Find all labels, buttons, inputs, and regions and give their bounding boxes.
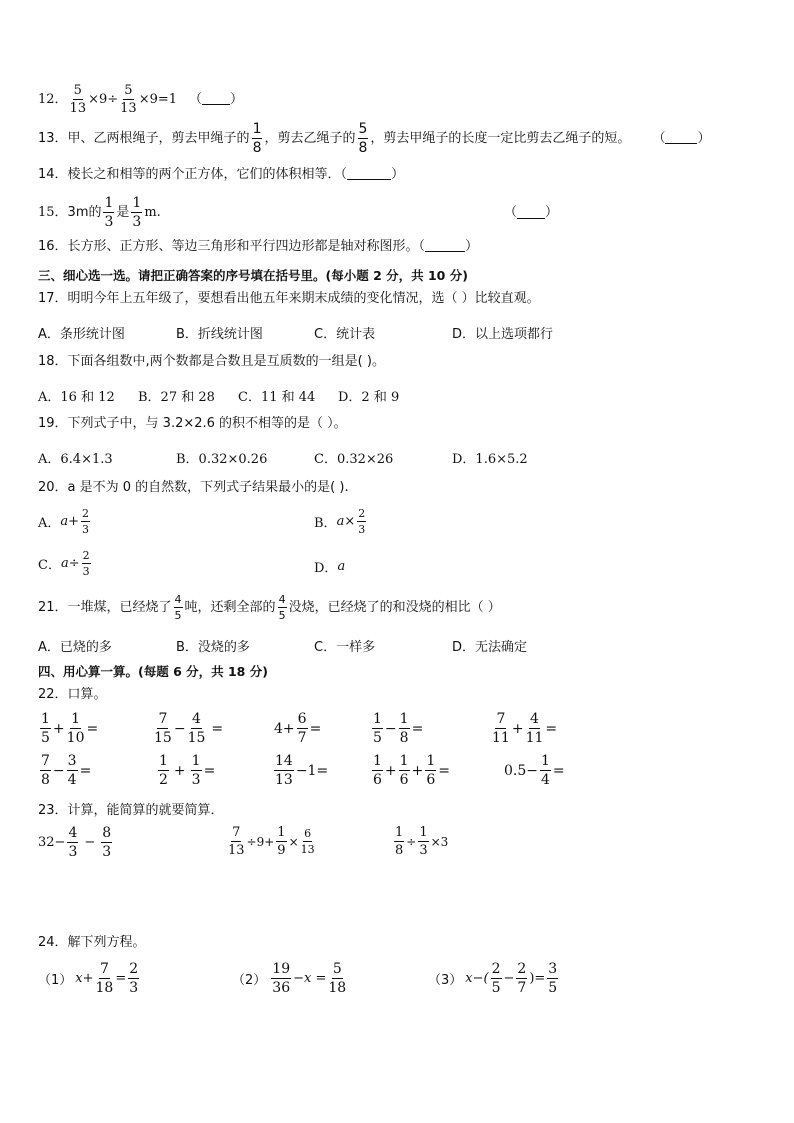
- fraction: [547, 962, 558, 995]
- denominator: 8: [41, 772, 50, 788]
- equation: [428, 962, 560, 995]
- numerator: 2: [358, 507, 366, 520]
- question-22-title: 22．口算。: [38, 687, 107, 702]
- option-d[interactable]: D．2 和 9: [338, 390, 400, 405]
- fraction: [418, 826, 428, 857]
- question-number: 13．: [38, 131, 68, 146]
- numerator: 7: [232, 825, 241, 840]
- denominator: 13: [300, 843, 315, 856]
- fraction: [191, 754, 202, 787]
- fraction: [516, 962, 527, 995]
- expression-text: a: [337, 559, 346, 574]
- denominator: 9: [277, 843, 286, 858]
- numerator: 1: [71, 711, 81, 727]
- fraction: [154, 712, 172, 745]
- fraction: [540, 754, 551, 787]
- oral-calc-expression: [504, 754, 565, 787]
- numerator: 2: [82, 507, 90, 520]
- question-number: 12．: [38, 92, 68, 107]
- option-a[interactable]: A．16 和 12: [38, 390, 115, 405]
- oral-calc-expression: [156, 754, 215, 787]
- fraction: [228, 826, 245, 857]
- expression-text: ÷9+: [246, 834, 275, 849]
- fraction: [131, 196, 142, 229]
- denominator: 3: [419, 843, 428, 858]
- section-heading-3: 三、细心选一选。请把正确答案的序号填在括号里。(每小题 2 分，共 10 分): [38, 268, 468, 283]
- fraction: [70, 84, 87, 115]
- equals-sign: =: [203, 762, 216, 779]
- bracket-close: ）: [230, 92, 244, 107]
- fraction: [357, 508, 366, 535]
- expression-text: x−(: [465, 971, 489, 986]
- option-c[interactable]: C．0.32×26: [314, 452, 394, 467]
- denominator: 3: [129, 980, 139, 996]
- denominator: 4: [67, 772, 77, 788]
- numerator: 2: [517, 961, 527, 977]
- numerator: 1: [541, 753, 550, 769]
- numerator: 1: [41, 711, 50, 727]
- equals-sign: =: [211, 720, 224, 737]
- answer-blank[interactable]: [665, 133, 697, 144]
- numerator: 19: [272, 961, 291, 977]
- option-d[interactable]: D．以上选项都行: [452, 327, 554, 342]
- question-text: 吨，还剩全部的: [184, 600, 276, 615]
- numerator: 1: [132, 195, 142, 211]
- bracket-open: （: [504, 205, 518, 220]
- option-a[interactable]: A．6.4×1.3: [38, 452, 113, 467]
- denominator: 5: [41, 730, 50, 746]
- denominator: 11: [525, 730, 544, 746]
- bracket-close: ）: [391, 167, 405, 182]
- fraction: [40, 754, 51, 787]
- equals-sign: =: [115, 971, 127, 986]
- equation: [232, 962, 348, 995]
- numerator: 6: [304, 827, 312, 840]
- question-23-title: 23．计算，能简算的就要简算．: [38, 803, 224, 818]
- fraction: [101, 826, 112, 859]
- option-b[interactable]: B．27 和 28: [138, 390, 215, 405]
- question-number: 14．: [38, 167, 68, 182]
- denominator: 3: [68, 844, 78, 860]
- option-label: B．: [314, 516, 337, 531]
- oral-calc-expression: [38, 754, 91, 787]
- equals-sign: =: [552, 762, 565, 779]
- calc-expression: [38, 826, 114, 859]
- numerator: 1: [426, 753, 436, 769]
- question-19: 19．下列式子中，与 3.2×2.6 的积不相等的是（ ）。: [38, 416, 347, 431]
- fraction: [399, 712, 410, 745]
- denominator: 3: [102, 844, 112, 860]
- expression-text: a÷: [60, 556, 80, 571]
- numerator: 3: [548, 961, 558, 977]
- fraction: [188, 712, 206, 745]
- section-heading-4: 四、用心算一算。(每题 6 分，共 18 分): [38, 664, 268, 679]
- denominator: 13: [69, 101, 87, 116]
- question-20: 20．a 是不为 0 的自然数，下列式子结果最小的是( ).: [38, 480, 349, 495]
- equation: [38, 962, 141, 995]
- equals-sign: =: [438, 762, 450, 779]
- answer-blank[interactable]: [202, 94, 230, 105]
- denominator: 3: [82, 565, 90, 578]
- numerator: 4: [192, 711, 201, 727]
- numerator: 2: [129, 961, 139, 977]
- fraction: [358, 122, 369, 155]
- fraction: [120, 84, 137, 115]
- question-21: [38, 594, 501, 621]
- operator: −: [384, 720, 397, 737]
- numerator: 3: [67, 753, 77, 769]
- expression-text: )=: [529, 971, 546, 986]
- numerator: 1: [191, 753, 201, 769]
- numerator: 7: [496, 711, 506, 727]
- fraction: [274, 754, 294, 787]
- question-number: 16．: [38, 239, 68, 254]
- denominator: 15: [187, 730, 206, 746]
- denominator: 8: [252, 140, 262, 156]
- numerator: 14: [275, 753, 293, 769]
- numerator: 8: [102, 825, 112, 841]
- question-17: 17．明明今年上五年级了，要想看出他五年来期末成绩的变化情况，选（ ）比较直观。: [38, 291, 540, 306]
- numerator: 1: [159, 753, 168, 769]
- fraction: [526, 712, 544, 745]
- equals-sign: =: [79, 762, 92, 779]
- option-label: D．: [314, 561, 338, 576]
- operator: −: [84, 835, 96, 850]
- oral-calc-expression: [38, 712, 98, 745]
- equation-label: （2）: [232, 973, 267, 988]
- bracket-close: ）: [465, 239, 479, 254]
- denominator: 6: [373, 772, 382, 788]
- fraction: [81, 508, 90, 535]
- denominator: 8: [358, 140, 368, 156]
- denominator: 13: [120, 101, 137, 116]
- option-d[interactable]: [314, 557, 345, 576]
- fraction: [372, 754, 383, 787]
- numerator: 4: [68, 825, 78, 841]
- fraction: [103, 196, 114, 229]
- numerator: 7: [158, 711, 168, 727]
- denominator: 4: [541, 772, 550, 788]
- option-a[interactable]: [38, 508, 92, 535]
- denominator: 3: [191, 772, 201, 788]
- fraction: [372, 712, 383, 745]
- equals-sign: =: [309, 720, 322, 737]
- fraction: [328, 962, 346, 995]
- numerator: 5: [332, 961, 342, 977]
- option-a[interactable]: A．条形统计图: [38, 327, 125, 342]
- answer-blank[interactable]: [425, 241, 465, 252]
- option-c[interactable]: C．一样多: [314, 640, 376, 655]
- numerator: 1: [252, 121, 262, 137]
- fraction: [96, 962, 114, 995]
- oral-calc-expression: [370, 712, 423, 745]
- fraction: [399, 754, 410, 787]
- denominator: 18: [328, 980, 347, 996]
- fraction: [491, 962, 502, 995]
- numerator: 1: [104, 195, 114, 211]
- denominator: 3: [132, 214, 142, 230]
- numerator: 7: [99, 961, 109, 977]
- numerator: 1: [373, 711, 382, 727]
- calc-expression: [226, 826, 317, 857]
- answer-bracket: [504, 206, 558, 219]
- fraction: [297, 712, 308, 745]
- denominator: 36: [272, 980, 291, 996]
- denominator: 8: [399, 730, 409, 746]
- denominator: 8: [395, 843, 404, 858]
- expression-text: −x =: [293, 971, 327, 986]
- numerator: 1: [277, 825, 286, 840]
- denominator: 2: [159, 772, 168, 788]
- question-12: [38, 84, 243, 115]
- fraction: [276, 826, 286, 857]
- denominator: 11: [492, 730, 510, 746]
- calc-expression: [392, 826, 448, 857]
- denominator: 3: [82, 523, 90, 536]
- numerator: 1: [399, 711, 409, 727]
- operator: +: [411, 762, 424, 779]
- bracket-close: ）: [545, 205, 559, 220]
- denominator: 3: [358, 523, 366, 536]
- expression-text: ×9=1: [138, 92, 178, 107]
- fraction: [252, 122, 263, 155]
- fraction: [40, 712, 51, 745]
- fraction: [67, 712, 85, 745]
- numerator: 6: [297, 711, 307, 727]
- option-c[interactable]: [38, 550, 93, 577]
- fraction: [67, 754, 78, 787]
- denominator: 5: [278, 609, 286, 622]
- question-text: 甲、乙两根绳子，剪去甲绳子的: [67, 131, 250, 146]
- answer-blank[interactable]: [517, 208, 545, 219]
- equals-sign: =: [411, 720, 424, 737]
- option-b[interactable]: B．没烧的多: [176, 640, 250, 655]
- expression-text: a×: [336, 514, 356, 529]
- expression-text: x+: [75, 971, 94, 986]
- expression-text: ×9÷: [88, 92, 119, 107]
- operator: +: [384, 762, 397, 779]
- bracket-open: （: [189, 92, 203, 107]
- fraction: [82, 550, 91, 577]
- numerator: 5: [73, 83, 82, 98]
- numerator: 5: [358, 121, 368, 137]
- expression-text: 4+: [274, 720, 295, 737]
- oral-calc-expression: [370, 754, 450, 787]
- bracket-close: ）: [697, 131, 711, 146]
- numerator: 7: [41, 753, 50, 769]
- fraction: [174, 594, 183, 621]
- expression-text: 0.5−: [504, 762, 538, 779]
- question-18: 18．下面各组数中,两个数都是合数且是互质数的一组是( )。: [38, 354, 385, 369]
- fraction: [67, 826, 78, 859]
- option-a[interactable]: A．已烧的多: [38, 640, 112, 655]
- fraction: [425, 754, 436, 787]
- denominator: 5: [491, 980, 501, 996]
- fraction: [301, 828, 315, 855]
- denominator: 6: [399, 772, 409, 788]
- question-text: 棱长之和相等的两个正方体，它们的体积相等．（: [67, 167, 348, 182]
- denominator: 5: [373, 730, 382, 746]
- option-b[interactable]: [314, 508, 368, 535]
- operator: ×: [288, 834, 299, 849]
- operator: +: [52, 720, 65, 737]
- denominator: 10: [66, 730, 85, 746]
- numerator: 2: [491, 961, 501, 977]
- expression-text: a+: [60, 514, 80, 529]
- denominator: 18: [95, 980, 114, 996]
- expression-text: −1=: [295, 762, 329, 779]
- expression-text: 32−: [38, 835, 66, 850]
- question-16: [38, 240, 478, 253]
- option-d[interactable]: D．无法确定: [452, 640, 528, 655]
- question-text: ，剪去乙绳子的: [264, 131, 356, 146]
- fraction: [158, 754, 169, 787]
- operator: ÷: [406, 834, 417, 849]
- equals-sign: =: [86, 720, 99, 737]
- oral-calc-expression: [152, 712, 223, 745]
- fraction: [128, 962, 139, 995]
- option-label: A．: [38, 516, 61, 531]
- option-b[interactable]: B．折线统计图: [176, 327, 263, 342]
- numerator: 4: [174, 593, 182, 606]
- question-text: m.: [144, 205, 161, 220]
- option-c[interactable]: C．11 和 44: [238, 390, 316, 405]
- question-13: [38, 122, 710, 155]
- denominator: 7: [517, 980, 527, 996]
- expression-text: ×3: [430, 834, 449, 849]
- fraction: [271, 962, 291, 995]
- oral-calc-expression: [490, 712, 557, 745]
- fraction: [394, 826, 404, 857]
- operator: +: [511, 720, 524, 737]
- question-text: 21．一堆煤，已经烧了: [38, 600, 172, 615]
- oral-calc-expression: [274, 712, 321, 745]
- denominator: 6: [426, 772, 436, 788]
- operator: +: [173, 762, 186, 779]
- question-number: 15．: [38, 205, 68, 220]
- question-text: 长方形、正方形、等边三角形和平行四边形都是轴对称图形。（: [67, 239, 426, 254]
- option-c[interactable]: C．统计表: [314, 327, 376, 342]
- question-14: [38, 168, 404, 181]
- operator: −: [52, 762, 65, 779]
- question-text: 3m的: [67, 205, 102, 220]
- denominator: 7: [297, 730, 307, 746]
- equation-label: （3）: [428, 973, 463, 988]
- equals-sign: =: [545, 720, 558, 737]
- option-label: C．: [38, 558, 61, 573]
- numerator: 1: [399, 753, 409, 769]
- operator: −: [173, 720, 186, 737]
- question-15: [38, 195, 559, 230]
- fraction: [492, 712, 510, 745]
- numerator: 2: [82, 549, 90, 562]
- denominator: 5: [548, 980, 558, 996]
- numerator: 1: [395, 825, 404, 840]
- denominator: 5: [174, 609, 182, 622]
- oral-calc-expression: [272, 754, 328, 787]
- numerator: 1: [419, 825, 428, 840]
- denominator: 13: [228, 843, 245, 858]
- option-b[interactable]: B．0.32×0.26: [176, 452, 268, 467]
- option-d[interactable]: D．1.6×5.2: [452, 452, 528, 467]
- numerator: 4: [278, 593, 286, 606]
- numerator: 4: [530, 711, 539, 727]
- question-text: 没烧，已经烧了的和没烧的相比（ ）: [288, 600, 501, 615]
- numerator: 5: [124, 83, 133, 98]
- answer-blank[interactable]: [347, 169, 391, 180]
- question-text: ，剪去甲绳子的长度一定比剪去乙绳子的短。: [370, 131, 631, 146]
- numerator: 1: [373, 753, 382, 769]
- question-text: 是: [116, 205, 130, 220]
- question-24-title: 24．解下列方程。: [38, 935, 146, 950]
- denominator: 13: [275, 772, 293, 788]
- denominator: 15: [154, 730, 172, 746]
- operator: −: [503, 971, 515, 986]
- bracket-open: （: [652, 131, 666, 146]
- equation-label: （1）: [38, 973, 73, 988]
- denominator: 3: [104, 214, 114, 230]
- fraction: [278, 594, 287, 621]
